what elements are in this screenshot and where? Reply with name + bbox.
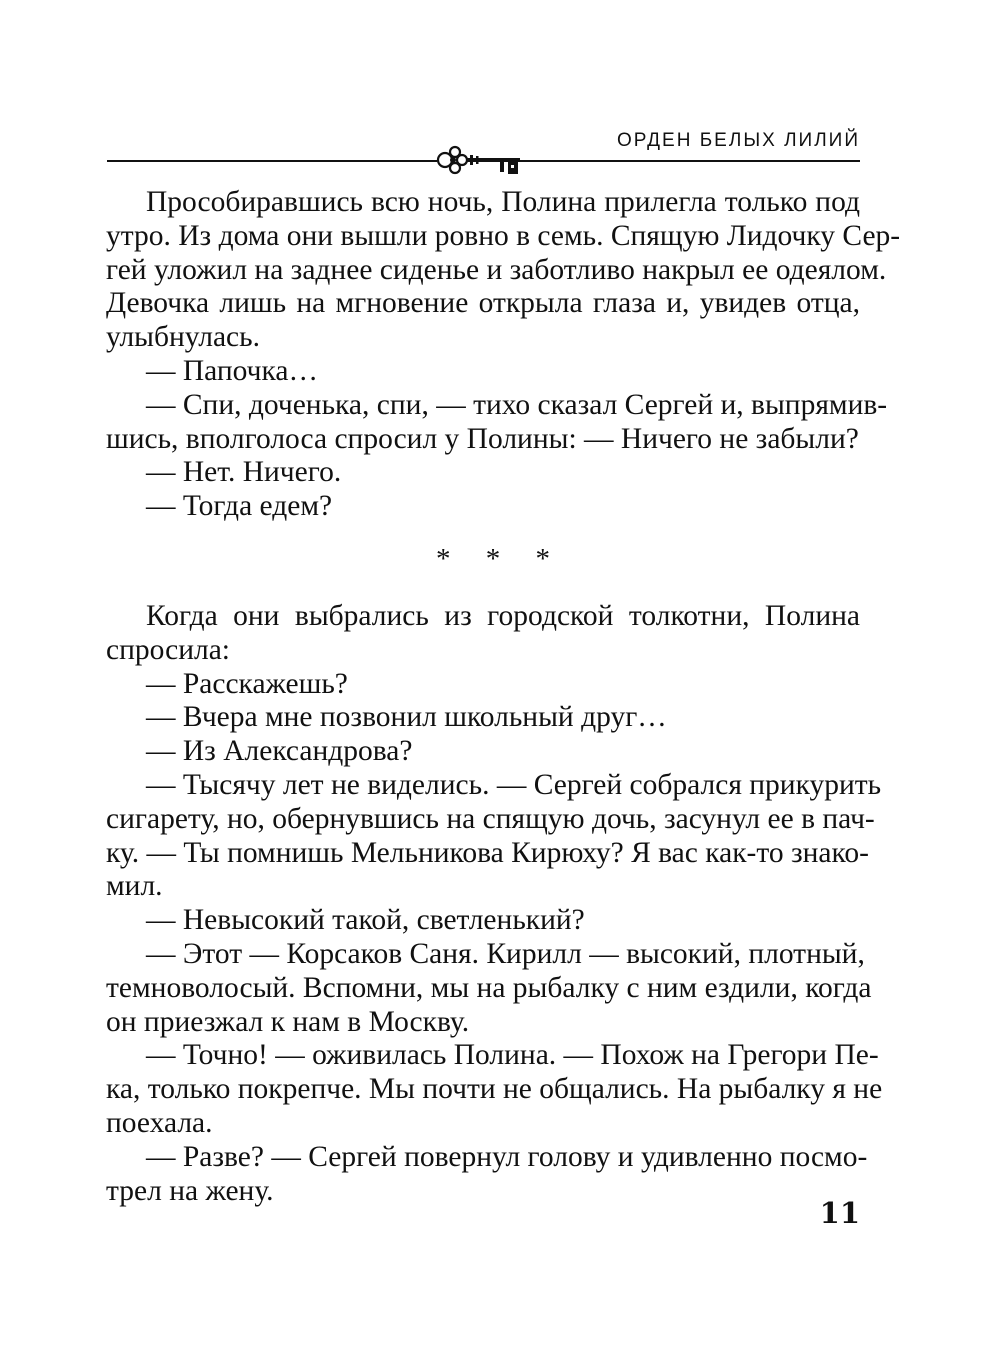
text-line: Девочка лишь на мгновение открыла глаза и, увидев отца, xyxy=(106,287,860,320)
text-line: — Тысячу лет не виделись. — Сергей собрался прикурить xyxy=(146,768,882,801)
text-line: — Спи, доченька, спи, — тихо сказал Сергей и, выпрямив- xyxy=(146,388,888,421)
text-line: — Разве? — Сергей повернул голову и удивленно посмо- xyxy=(146,1140,868,1173)
page-number: 11 xyxy=(819,1196,860,1230)
header-rule-left xyxy=(107,160,437,162)
text-line: — Невысокий такой, светленький? xyxy=(146,904,585,937)
text-line: шись, вполголоса спросил у Полины: — Ничего не забыли? xyxy=(106,422,859,455)
text-line: — Вчера мне позвонил школьный друг… xyxy=(146,701,667,734)
section-separator: * * * xyxy=(436,543,564,575)
text-line: — Этот — Корсаков Саня. Кирилл — высокий, плотный, xyxy=(146,937,865,970)
text-line: темноволосый. Вспомни, мы на рыбалку с ним ездили, когда xyxy=(106,971,872,1004)
text-line: — Папочка… xyxy=(146,354,318,387)
text-line: — Нет. Ничего. xyxy=(146,456,342,489)
text-line: гей уложил на заднее сиденье и заботливо накрыл ее одеялом. xyxy=(106,253,887,286)
text-line: — Из Александрова? xyxy=(146,735,413,768)
section-2-text xyxy=(106,600,883,1208)
text-line: трел на жену. xyxy=(106,1174,274,1207)
running-title: ОРДЕН БЕЛЫХ ЛИЛИЙ xyxy=(616,130,860,151)
header-rule-right xyxy=(520,160,860,162)
text-line: — Расскажешь? xyxy=(146,667,348,700)
text-line: улыбнулась. xyxy=(106,321,260,354)
text-line: — Тогда едем? xyxy=(146,490,333,523)
text-line: ка, только покрепче. Мы почти не общались. На рыбалку я не xyxy=(106,1073,883,1106)
text-line: утро. Из дома они вышли ровно в семь. Спящую Лидочку Сер- xyxy=(106,219,901,252)
key-icon xyxy=(434,141,526,177)
text-line: — Точно! — оживилась Полина. — Похож на Грегори Пе- xyxy=(146,1039,879,1072)
section-1-text xyxy=(106,186,901,524)
text-line: он приезжал к нам в Москву. xyxy=(106,1005,470,1038)
text-line: спросила: xyxy=(106,633,231,666)
text-line: сигарету, но, обернувшись на спящую дочь, засунул ее в пач- xyxy=(106,802,875,835)
text-line: Когда они выбрались из городской толкотни, Полина xyxy=(146,600,860,632)
text-line: ку. — Ты помнишь Мельникова Кирюху? Я вас как-то знако- xyxy=(106,836,869,869)
text-line: Прособиравшись всю ночь, Полина прилегла только под xyxy=(146,186,860,218)
text-line: мил. xyxy=(106,870,163,903)
text-line: поехала. xyxy=(106,1106,213,1139)
